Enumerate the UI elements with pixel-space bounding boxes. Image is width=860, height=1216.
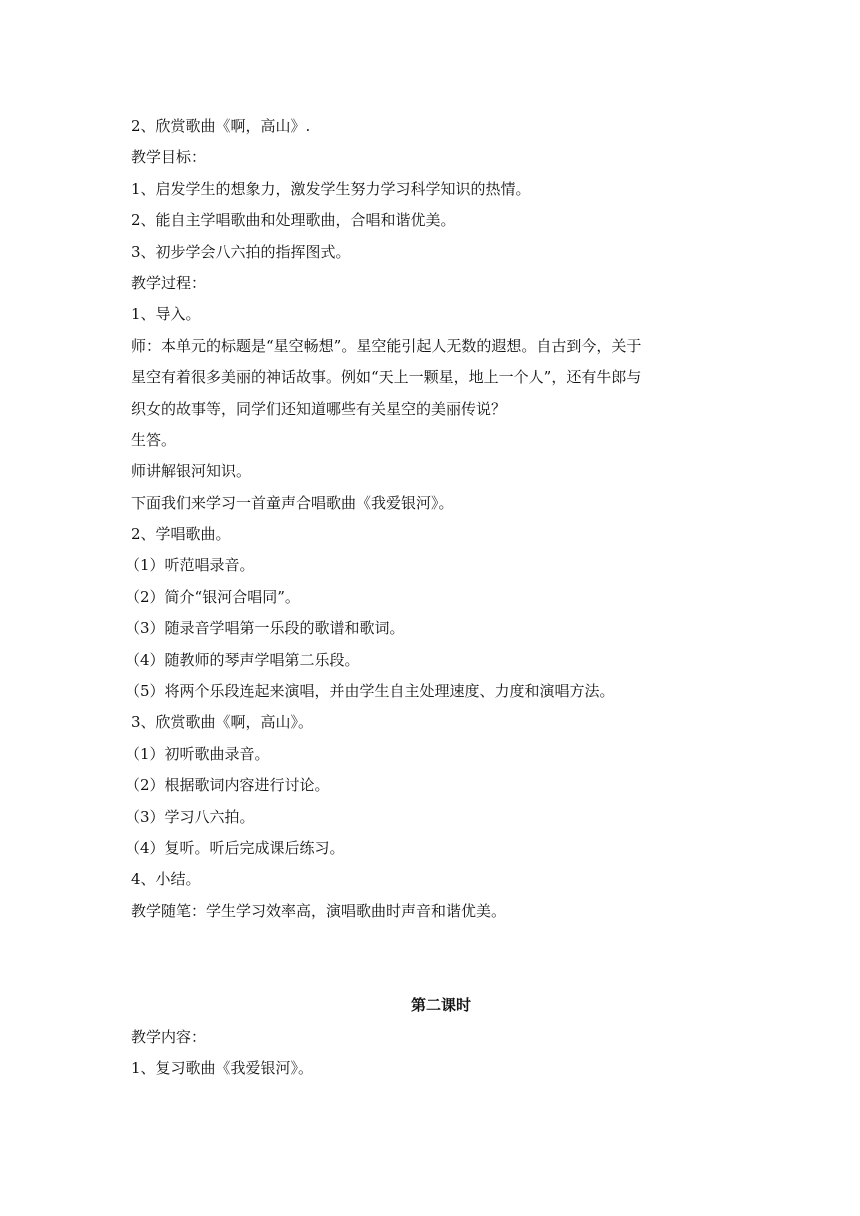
text-line: 教学目标： (131, 148, 207, 167)
text-line: 教学内容： (131, 1027, 207, 1046)
text-line: 教学随笔：学生学习效率高，演唱歌曲时声音和谐优美。 (131, 901, 507, 920)
text-line: （1）听范唱录音。 (125, 556, 255, 575)
text-line: （3）学习八六拍。 (125, 807, 255, 826)
text-line: （1）初听歌曲录音。 (125, 744, 270, 763)
text-line: （4）随教师的琴声学唱第二乐段。 (125, 650, 360, 669)
lesson-section-two (131, 1022, 741, 1085)
text-line: （2）简介“银河合唱同”。 (125, 587, 300, 606)
text-line: 3、初步学会八六拍的指挥图式。 (131, 242, 351, 261)
text-line: 4、小结。 (131, 870, 201, 889)
text-line: 师：本单元的标题是“星空畅想”。星空能引起人无数的遐想。自古到今，关于 (131, 336, 642, 355)
section-heading: 第二课时 (410, 996, 471, 1015)
section-spacer (131, 927, 741, 990)
text-line: 生答。 (131, 430, 177, 449)
text-line: 1、启发学生的想象力，激发学生努力学习科学知识的热情。 (131, 179, 531, 198)
lesson-section-one (125, 111, 741, 927)
text-line: 师讲解银河知识。 (131, 462, 252, 481)
text-line: 下面我们来学习一首童声合唱歌曲《我爱银河》。 (131, 493, 454, 512)
text-line: 教学过程： (131, 273, 207, 292)
text-line: （4）复听。听后完成课后练习。 (125, 838, 345, 857)
text-line: （2）根据歌词内容进行讨论。 (125, 776, 330, 795)
text-line: 1、导入。 (131, 305, 201, 324)
document-body (125, 111, 741, 1084)
text-line: 2、能自主学唱歌曲和处理歌曲，合唱和谐优美。 (131, 211, 456, 230)
text-line: 星空有着很多美丽的神话故事。例如“天上一颗星，地上一个人”，还有牛郎与 (131, 368, 642, 387)
text-line: 2、学唱歌曲。 (131, 525, 231, 544)
text-line: （3）随录音学唱第一乐段的歌谱和歌词。 (125, 619, 405, 638)
text-line: 织女的故事等，同学们还知道哪些有关星空的美丽传说？ (131, 399, 507, 418)
text-line: 2、欣赏歌曲《啊，高山》. (131, 117, 311, 135)
text-line: 1、复习歌曲《我爱银河》。 (131, 1058, 314, 1077)
text-line: 3、欣赏歌曲《啊，高山》。 (131, 713, 314, 732)
text-line: （5）将两个乐段连起来演唱，并由学生自主处理速度、力度和演唱方法。 (125, 682, 615, 701)
